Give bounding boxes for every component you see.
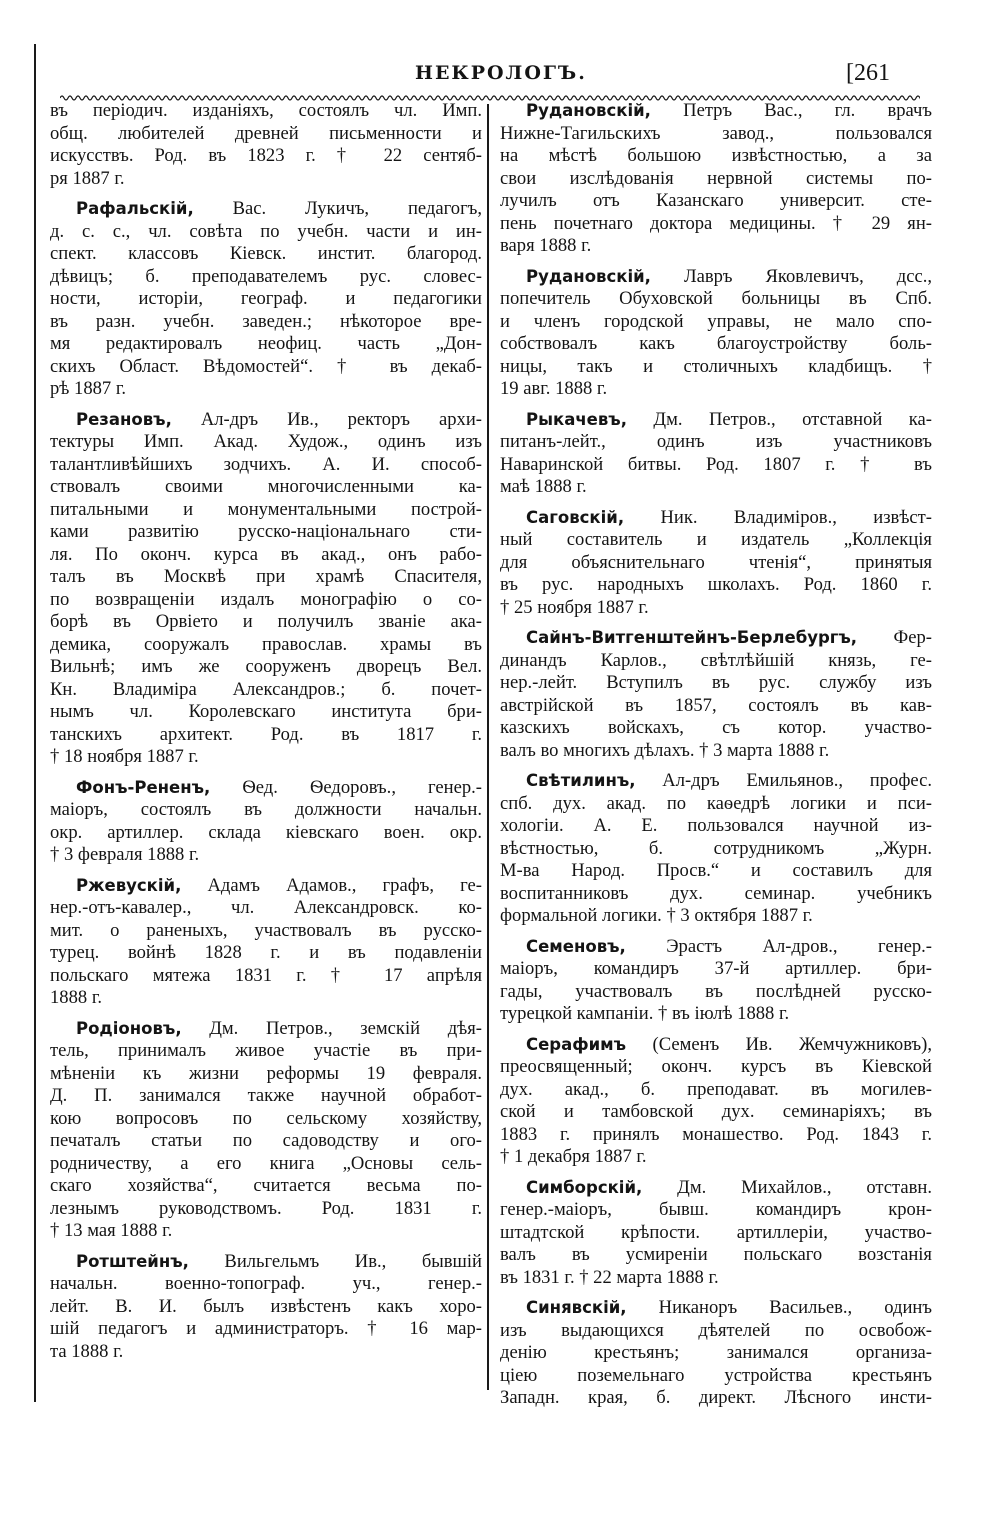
- obituary-entry: [500, 1297, 932, 1410]
- entry-gap: [50, 1363, 482, 1371]
- text-line: спект. классовъ Кіевск. инстит. благород.: [50, 243, 482, 264]
- text-line: турец. войнѣ 1828 г. и въ подавленіи: [50, 942, 482, 963]
- entry-name: Синявскій,: [526, 1298, 627, 1317]
- entry-gap: [500, 499, 932, 507]
- entry-name: Рафальскій,: [76, 199, 194, 218]
- text-line: питанъ-лейт., одинъ изъ участниковъ: [500, 431, 932, 452]
- text-line: вѣстностью, б. сотрудникомъ „Журн.: [500, 837, 932, 859]
- obituary-entry: [500, 409, 932, 499]
- text-line: Наваринской битвы. Род. 1807 г. † въ: [500, 453, 932, 475]
- entry-text: Дм. Петров., отставной ка-: [626, 408, 932, 430]
- text-line: въ рус. народныхъ школахъ. Род. 1860 г.: [500, 574, 932, 595]
- text-line: свои изслѣдованія нервной системы по-: [500, 167, 932, 189]
- text-line: маѣ 1888 г.: [500, 476, 587, 497]
- header-title: НЕКРОЛОГЪ.: [415, 62, 587, 84]
- entry-text: Никаноръ Васильев., одинъ: [626, 1297, 932, 1318]
- left-column: [50, 100, 482, 1410]
- entry-gap: [500, 619, 932, 627]
- obituary-entry: [500, 936, 932, 1026]
- entry-gap: [50, 401, 482, 409]
- text-line: борѣ въ Орвіето и получилъ званіе ака-: [50, 611, 482, 632]
- text-line: та 1888 г.: [50, 1340, 124, 1362]
- text-line: турецкой кампаніи. † въ іюлѣ 1888 г.: [500, 1003, 790, 1024]
- text-line: мит. о раненыхъ, участвовалъ въ русско-: [50, 919, 482, 941]
- page-number: [261: [846, 60, 890, 86]
- text-line: нер.-лейт. Вступилъ въ рус. службу изъ: [500, 672, 932, 693]
- entry-text: Дм. Михайлов., отставн.: [642, 1176, 932, 1198]
- entry-text: Эрастъ Ал-дров., генер.-: [625, 935, 932, 957]
- text-line: изъ выдающихся дѣятелей по освобож-: [500, 1319, 932, 1341]
- entry-gap: [500, 762, 932, 770]
- text-line: [500, 1297, 932, 1320]
- text-line: Нижне-Тагильскихъ завод., пользовался: [500, 122, 932, 144]
- obituary-entry: [500, 100, 932, 258]
- obituary-entry: [50, 777, 482, 867]
- text-line: по возвращеніи издалъ монографію о со-: [50, 588, 482, 610]
- text-line: начальн. военно-топограф. уч., генер.-: [50, 1273, 482, 1294]
- text-line: преосвященный; оконч. курсъ въ Кіевской: [500, 1056, 932, 1077]
- text-line: маіоръ, состоялъ въ должности начальн.: [50, 799, 482, 820]
- text-line: [500, 770, 932, 793]
- text-line: собствовалъ какъ благоустройству боль-: [500, 333, 932, 354]
- entry-name: Свѣтилинъ,: [526, 771, 636, 790]
- text-line: австрійской въ 1857, состоялъ въ кав-: [500, 694, 932, 716]
- running-header: [60, 62, 920, 98]
- entry-text: Адамъ Адамов., графъ, ге-: [181, 874, 482, 896]
- entry-name: Рудановскій,: [526, 101, 651, 120]
- text-line: штадтской крѣпости. артиллеріи, участво-: [500, 1221, 932, 1243]
- text-line: пень почетнаго доктора медицины. † 29 ян-: [500, 212, 932, 234]
- obituary-entry: [500, 627, 932, 762]
- entry-gap: [500, 258, 932, 266]
- entry-gap: [50, 190, 482, 198]
- text-line: хологіи. А. Е. пользовался научной из-: [500, 815, 932, 836]
- text-line: искусствъ. Род. въ 1823 г. † 22 сентяб-: [50, 145, 482, 166]
- text-line: [50, 1251, 482, 1274]
- text-line: 19 авг. 1888 г.: [500, 378, 608, 399]
- text-line: ля. По оконч. курса въ акад., онъ рабо-: [50, 543, 482, 565]
- text-line: лейт. В. И. былъ извѣстенъ какъ хоро-: [50, 1295, 482, 1317]
- text-line: родничеству, а его книга „Основы сель-: [50, 1152, 482, 1174]
- text-line: ской и тамбовской дух. семинаріяхъ; въ: [500, 1101, 932, 1122]
- entry-text: Вильгельмъ Ив., бывшій: [188, 1250, 482, 1272]
- entry-name: Сайнъ-Витгенштейнъ-Берлебургъ,: [526, 628, 858, 647]
- entry-name: Семеновъ,: [526, 936, 626, 956]
- text-line: дѣвицъ; б. преподавателемъ рус. словес-: [50, 265, 482, 287]
- text-line: [500, 266, 932, 289]
- entry-gap: [50, 1010, 482, 1018]
- entry-gap: [500, 1410, 932, 1418]
- obituary-entry: [500, 770, 932, 928]
- obituary-entry: [500, 266, 932, 401]
- text-line: ками развитію русско-національнаго сти-: [50, 521, 482, 542]
- text-line: маіоръ, командиръ 37-й артиллер. бри-: [500, 958, 932, 979]
- text-line: д. с. с., чл. совѣта по учебн. части и ин-: [50, 220, 482, 242]
- text-line: талъ въ Москвѣ при храмѣ Спасителя,: [50, 566, 482, 587]
- entry-name: Саговскій,: [526, 507, 625, 527]
- text-line: валъ въ усмиреніи польскаго возстанія: [500, 1244, 932, 1265]
- obituary-entry: [50, 875, 482, 1010]
- text-line: спб. дух. акад. по каѳедрѣ логики и пси-: [500, 792, 932, 814]
- text-line: [500, 1034, 932, 1057]
- text-line: Вильнѣ; имъ же сооруженъ дворецъ Вел.: [50, 656, 482, 677]
- text-line: ря 1887 г.: [50, 167, 125, 189]
- text-line: лучилъ отъ Казанскаго университ. сте-: [500, 190, 932, 211]
- text-line: генер.-маіоръ, бывш. командиръ крон-: [500, 1199, 932, 1220]
- entry-text: Вас. Лукичъ, педагогъ,: [193, 198, 482, 219]
- text-line: общ. любителей древней письменности и: [50, 122, 482, 144]
- entry-text: Фер-: [857, 627, 932, 648]
- text-line: лезнымъ руководствомъ. Род. 1831 г.: [50, 1197, 482, 1219]
- entry-name: Рудановскій,: [526, 266, 651, 286]
- text-line: [500, 627, 932, 650]
- entry-text: Ѳед. Ѳедоровъ., генер.-: [210, 776, 482, 798]
- text-line: М-ва Народ. Просв.“ и составилъ для: [500, 860, 932, 881]
- obituary-entry: [50, 1251, 482, 1364]
- page-border-left: [34, 44, 36, 1402]
- text-line: талантливѣйшихъ зодчихъ. А. И. способ-: [50, 453, 482, 475]
- text-line: † 18 ноября 1887 г.: [50, 746, 199, 767]
- obituary-entry: [500, 1177, 932, 1290]
- text-line: скихъ Област. Вѣдомостей“. † въ декаб-: [50, 355, 482, 377]
- text-line: мѣненіи къ жизни реформы 19 февраля.: [50, 1062, 482, 1084]
- text-line: нымъ чл. Королевскаго института бри-: [50, 701, 482, 722]
- entry-text: Петръ Вас., гл. врачъ: [650, 100, 932, 121]
- entry-name: Рыкачевъ,: [526, 409, 627, 429]
- text-line: и членъ городской управы, не мало спо-: [500, 310, 932, 332]
- text-line: тель, принималъ живое участіе въ при-: [50, 1040, 482, 1061]
- text-line: † 3 февраля 1888 г.: [50, 844, 200, 865]
- text-line: [500, 100, 932, 123]
- text-line: ницы, такъ и столичныхъ кладбищъ. †: [500, 355, 932, 377]
- obituary-entry: [50, 1018, 482, 1243]
- text-line: [500, 507, 932, 530]
- entry-gap: [50, 1243, 482, 1251]
- obituary-entry: [50, 100, 482, 190]
- entry-text: Ал-дръ Емильянов., профес.: [635, 770, 932, 791]
- obituary-entry: [500, 1034, 932, 1169]
- text-line: [500, 1177, 932, 1200]
- text-line: ствовалъ своими многочисленными ка-: [50, 476, 482, 497]
- text-line: окр. артиллер. склада кіевскаго воен. окр.: [50, 821, 482, 843]
- text-line: [50, 198, 482, 221]
- entry-gap: [50, 769, 482, 777]
- text-line: попечитель Обуховской больницы въ Спб.: [500, 288, 932, 309]
- entry-gap: [500, 1026, 932, 1034]
- text-line: демика, сооружалъ православ. храмы въ: [50, 633, 482, 655]
- text-line: Западн. края, б. директ. Лѣсного инсти-: [500, 1387, 932, 1408]
- text-line: † 1 декабря 1887 г.: [500, 1146, 647, 1167]
- text-line: въ 1831 г. † 22 марта 1888 г.: [500, 1266, 719, 1288]
- text-line: формальной логики. † 3 октября 1887 г.: [500, 905, 813, 926]
- text-line: [50, 777, 482, 800]
- text-line: денію крестьянъ; занимался организа-: [500, 1342, 932, 1363]
- entry-name: Фонъ-Рененъ,: [76, 777, 211, 797]
- text-line: Д. П. занимался также научной обработ-: [50, 1085, 482, 1106]
- text-line: нер.-отъ-кавалер., чл. Александровск. ко-: [50, 897, 482, 918]
- text-line: † 25 ноября 1887 г.: [500, 596, 649, 618]
- entry-name: Симборскій,: [526, 1177, 643, 1197]
- entry-name: Резановъ,: [76, 409, 172, 429]
- text-line: 1883 г. принялъ монашество. Род. 1843 г.: [500, 1123, 932, 1145]
- text-line: на мѣстѣ большою извѣстностью, а за: [500, 145, 932, 166]
- text-line: динандъ Карлов., свѣтлѣйшій князь, ге-: [500, 649, 932, 671]
- entry-gap: [50, 867, 482, 875]
- text-line: мя редактировалъ неофиц. часть „Дон-: [50, 333, 482, 354]
- text-line: рѣ 1887 г.: [50, 378, 127, 399]
- text-line: [50, 409, 482, 432]
- entry-name: Ржевускій,: [76, 875, 182, 895]
- entry-text: (Семенъ Ив. Жемчужниковъ),: [626, 1033, 932, 1055]
- text-line: валъ во многихъ дѣлахъ. † 3 марта 1888 г.: [500, 739, 830, 761]
- text-line: ный составитель и издатель „Коллекція: [500, 529, 932, 550]
- text-line: [500, 409, 932, 432]
- column-divider: [487, 104, 489, 1390]
- text-line: въ разн. учебн. заведен.; нѣкоторое вре-: [50, 310, 482, 332]
- obituary-entry: [500, 507, 932, 620]
- text-line: Кн. Владиміра Александров.; б. почет-: [50, 678, 482, 700]
- text-line: скаго хозяйства“, считается весьма по-: [50, 1175, 482, 1196]
- entry-gap: [500, 1289, 932, 1297]
- text-line: печаталъ статьи по садоводству и ого-: [50, 1130, 482, 1151]
- text-line: гады, участвовалъ въ послѣдней русско-: [500, 980, 932, 1002]
- text-line: воспитанниковъ дух. семинар. учебникъ: [500, 882, 932, 904]
- text-line: варя 1888 г.: [500, 235, 592, 256]
- entry-text: Дм. Петров., земскій дѣя-: [181, 1017, 482, 1039]
- text-line: [50, 875, 482, 898]
- text-line: танскихъ архитект. Род. въ 1817 г.: [50, 723, 482, 745]
- text-line: † 13 мая 1888 г.: [50, 1220, 173, 1241]
- entry-gap: [500, 401, 932, 409]
- text-line: въ періодич. изданіяхъ, состоялъ чл. Имп.: [50, 100, 482, 121]
- entry-name: Серафимъ: [526, 1034, 627, 1054]
- text-line: шій педагогъ и администраторъ. † 16 мар-: [50, 1318, 482, 1339]
- text-line: [50, 1018, 482, 1041]
- text-line: кою вопросовъ по сельскому хозяйству,: [50, 1107, 482, 1129]
- entry-name: Родіоновъ,: [76, 1018, 182, 1038]
- entry-name: Ротштейнъ,: [76, 1251, 189, 1271]
- obituary-entry: [50, 409, 482, 769]
- right-column: [500, 100, 932, 1410]
- text-line: для объяснительнаго чтенія“, принятыя: [500, 551, 932, 573]
- text-line: питальными и монументальными построй-: [50, 498, 482, 520]
- text-line: польскаго мятежа 1831 г. † 17 апрѣля: [50, 964, 482, 986]
- text-line: тектуры Имп. Акад. Худож., одинъ изъ: [50, 431, 482, 452]
- text-line: ціею поземельнаго устройства крестьянъ: [500, 1364, 932, 1386]
- entry-text: Ник. Владиміров., извѣст-: [624, 506, 932, 528]
- text-line: ности, исторіи, географ. и педагогики: [50, 288, 482, 309]
- entry-text: Ал-дръ Ив., ректоръ архи-: [171, 408, 482, 430]
- text-line: казскихъ войскахъ, съ котор. участво-: [500, 717, 932, 738]
- entry-gap: [500, 1169, 932, 1177]
- entry-gap: [500, 928, 932, 936]
- obituary-entry: [50, 198, 482, 401]
- entry-text: Лавръ Яковлевичъ, дсс.,: [650, 265, 932, 287]
- text-line: 1888 г.: [50, 987, 103, 1008]
- text-line: дух. акад., б. преподават. въ могилев-: [500, 1078, 932, 1100]
- text-line: [500, 936, 932, 959]
